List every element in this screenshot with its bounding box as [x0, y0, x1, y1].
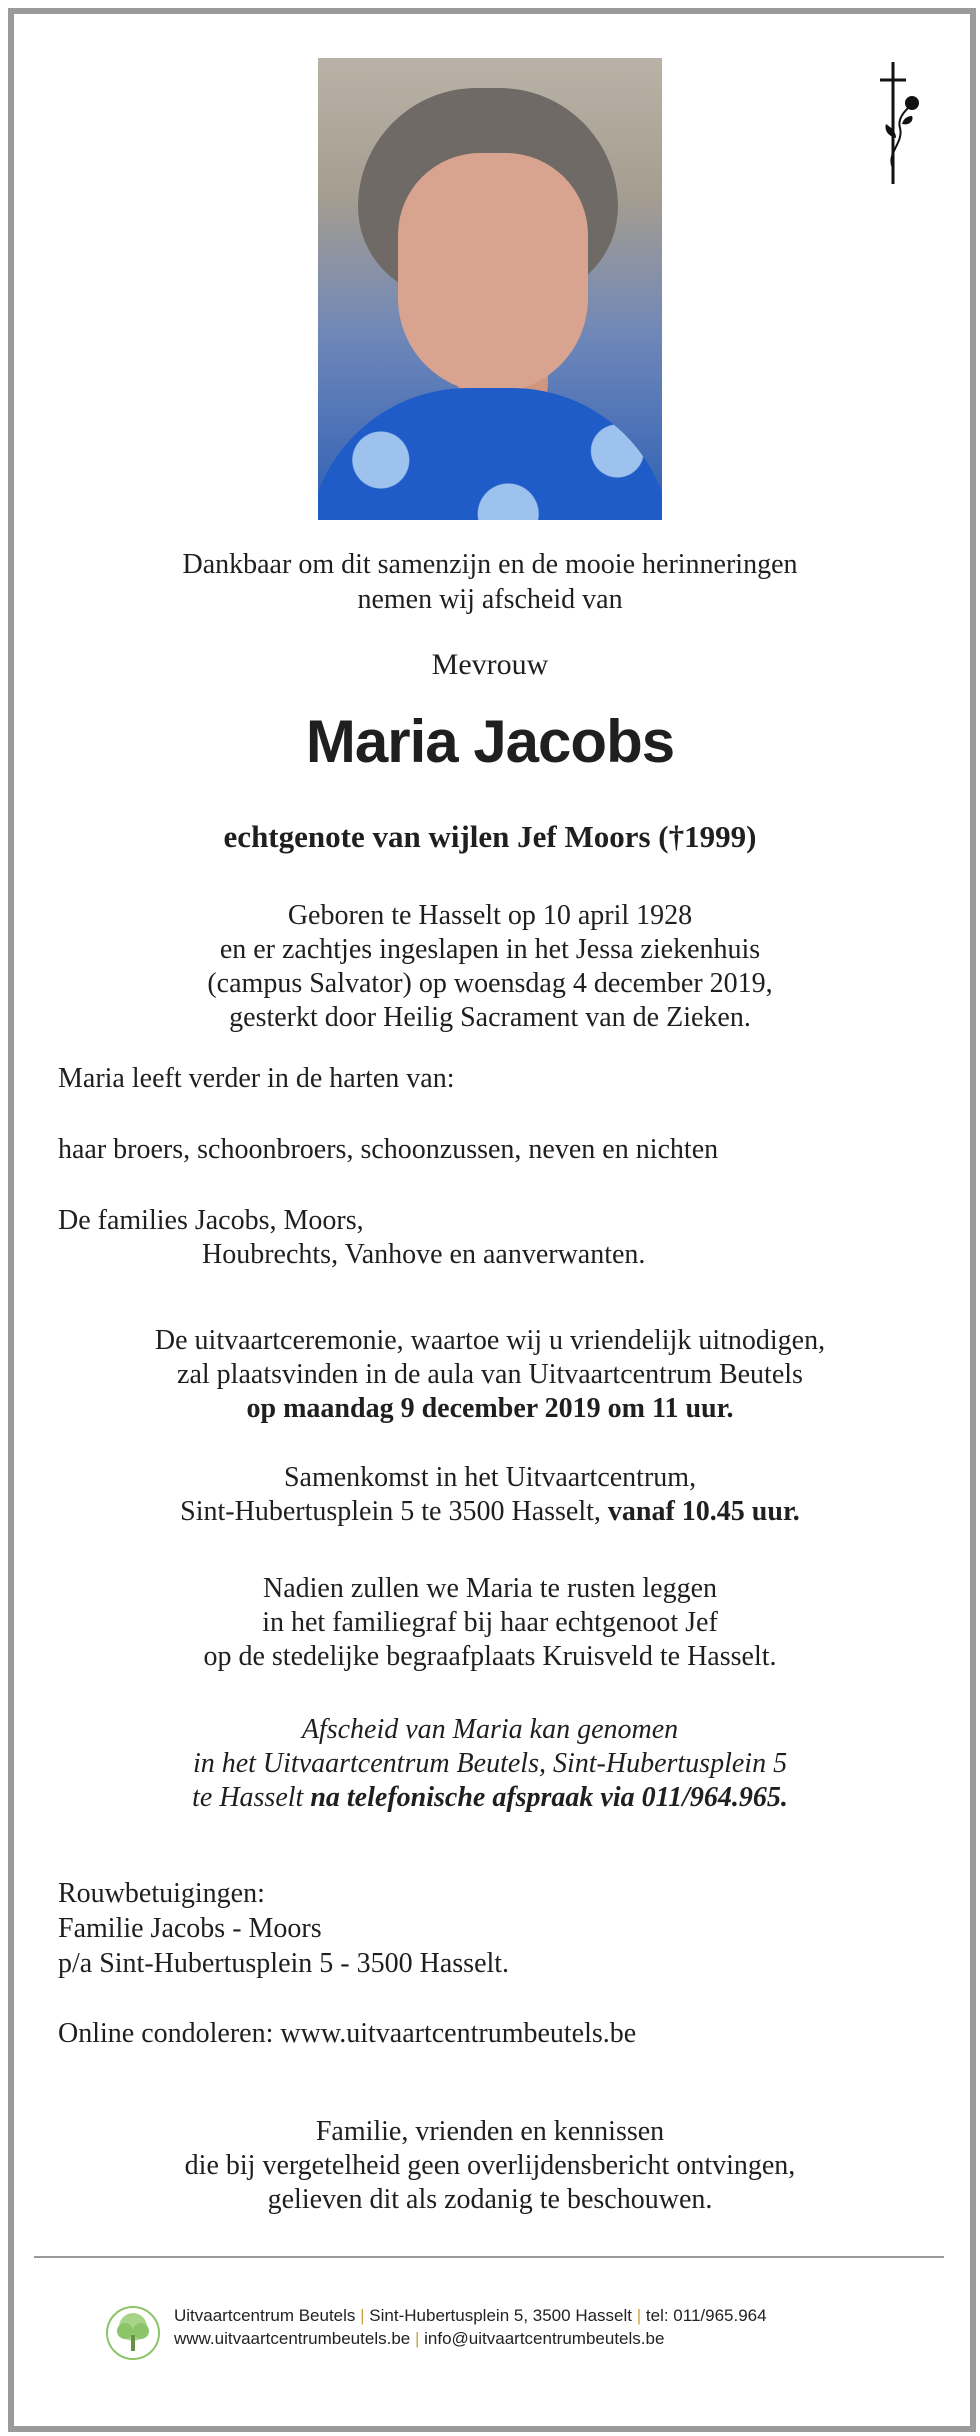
footer-line-1	[174, 2304, 767, 2327]
tree-logo-icon	[105, 2305, 161, 2361]
footer-divider	[34, 2256, 944, 2258]
condolences-family: Familie Jacobs - Moors	[58, 1913, 322, 1944]
online-condolences: Online condoleren: www.uitvaartcentrumbeutels.be	[58, 2018, 637, 2049]
intro-line-1: Dankbaar om dit samenzijn en de mooie herinneringen	[182, 549, 798, 580]
farewell-line-2: in het Uitvaartcentrum Beutels, Sint-Hubertusplein 5	[192, 1748, 788, 1779]
footer-phone: tel: 011/965.964	[645, 2306, 767, 2325]
portrait-photo	[318, 58, 662, 520]
closing-line-3: gelieven dit als zodanig te beschouwen.	[267, 2184, 713, 2215]
photo-dress	[318, 388, 662, 520]
closing-line-2: die bij vergetelheid geen overlijdensbericht ontvingen,	[184, 2150, 796, 2181]
ceremony-line-2: zal plaatsvinden in de aula van Uitvaartcentrum Beutels	[177, 1359, 803, 1390]
spouse-line: echtgenote van wijlen Jef Moors (†1999)	[223, 819, 757, 854]
farewell-appointment: na telefonische afspraak via 011/964.965.	[310, 1782, 788, 1813]
footer-company: Uitvaartcentrum Beutels	[174, 2306, 356, 2325]
intro-line-2: nemen wij afscheid van	[357, 584, 623, 615]
birth-line-2: en er zachtjes ingeslapen in het Jessa ziekenhuis	[219, 934, 761, 965]
cross-rose-icon	[866, 58, 926, 188]
birth-line-4: gesterkt door Heilig Sacrament van de Zieken.	[229, 1002, 751, 1033]
farewell-line-3	[0, 1780, 980, 1815]
footer-address: Sint-Hubertusplein 5, 3500 Hasselt	[369, 2306, 632, 2325]
burial-line-1: Nadien zullen we Maria te rusten leggen	[262, 1573, 718, 1604]
farewell-place: te Hasselt	[192, 1782, 304, 1813]
condolences-label: Rouwbetuigingen:	[58, 1878, 265, 1909]
survivors-intro: Maria leeft verder in de harten van:	[58, 1063, 455, 1094]
ceremony-line-1: De uitvaartceremonie, waartoe wij u vriendelijk uitnodigen,	[154, 1325, 826, 1356]
gathering-line-2	[0, 1494, 980, 1529]
salutation: Mevrouw	[431, 648, 549, 681]
footer-email[interactable]: info@uitvaartcentrumbeutels.be	[424, 2329, 665, 2348]
birth-line-3: (campus Salvator) op woensdag 4 december 2019,	[207, 968, 773, 999]
closing-line-1: Familie, vrienden en kennissen	[315, 2116, 665, 2147]
burial-line-3: op de stedelijke begraafplaats Kruisveld te Hasselt.	[203, 1641, 777, 1672]
photo-face	[398, 153, 588, 393]
footer-separator: |	[360, 2306, 365, 2325]
deceased-name: Maria Jacobs	[305, 708, 675, 775]
farewell-line-1: Afscheid van Maria kan genomen	[301, 1714, 679, 1745]
survivors-line: haar broers, schoonbroers, schoonzussen, neven en nichten	[58, 1134, 719, 1165]
birth-line-1: Geboren te Hasselt op 10 april 1928	[287, 900, 693, 931]
footer-separator: |	[414, 2329, 420, 2348]
families-line-2: Houbrechts, Vanhove en aanverwanten.	[202, 1239, 646, 1270]
ceremony-date: op maandag 9 december 2019 om 11 uur.	[246, 1393, 734, 1424]
families-line-1: De families Jacobs, Moors,	[58, 1205, 364, 1236]
footer-contact	[174, 2304, 767, 2350]
gathering-time: vanaf 10.45 uur.	[607, 1496, 800, 1527]
condolences-address: p/a Sint-Hubertusplein 5 - 3500 Hasselt.	[58, 1948, 510, 1979]
footer-website[interactable]: www.uitvaartcentrumbeutels.be	[174, 2329, 411, 2348]
burial-line-2: in het familiegraf bij haar echtgenoot Jef	[262, 1607, 718, 1638]
footer-line-2	[174, 2327, 767, 2350]
gathering-address: Sint-Hubertusplein 5 te 3500 Hasselt,	[180, 1496, 601, 1527]
gathering-line-1: Samenkomst in het Uitvaartcentrum,	[283, 1462, 697, 1493]
footer-separator: |	[636, 2306, 642, 2325]
